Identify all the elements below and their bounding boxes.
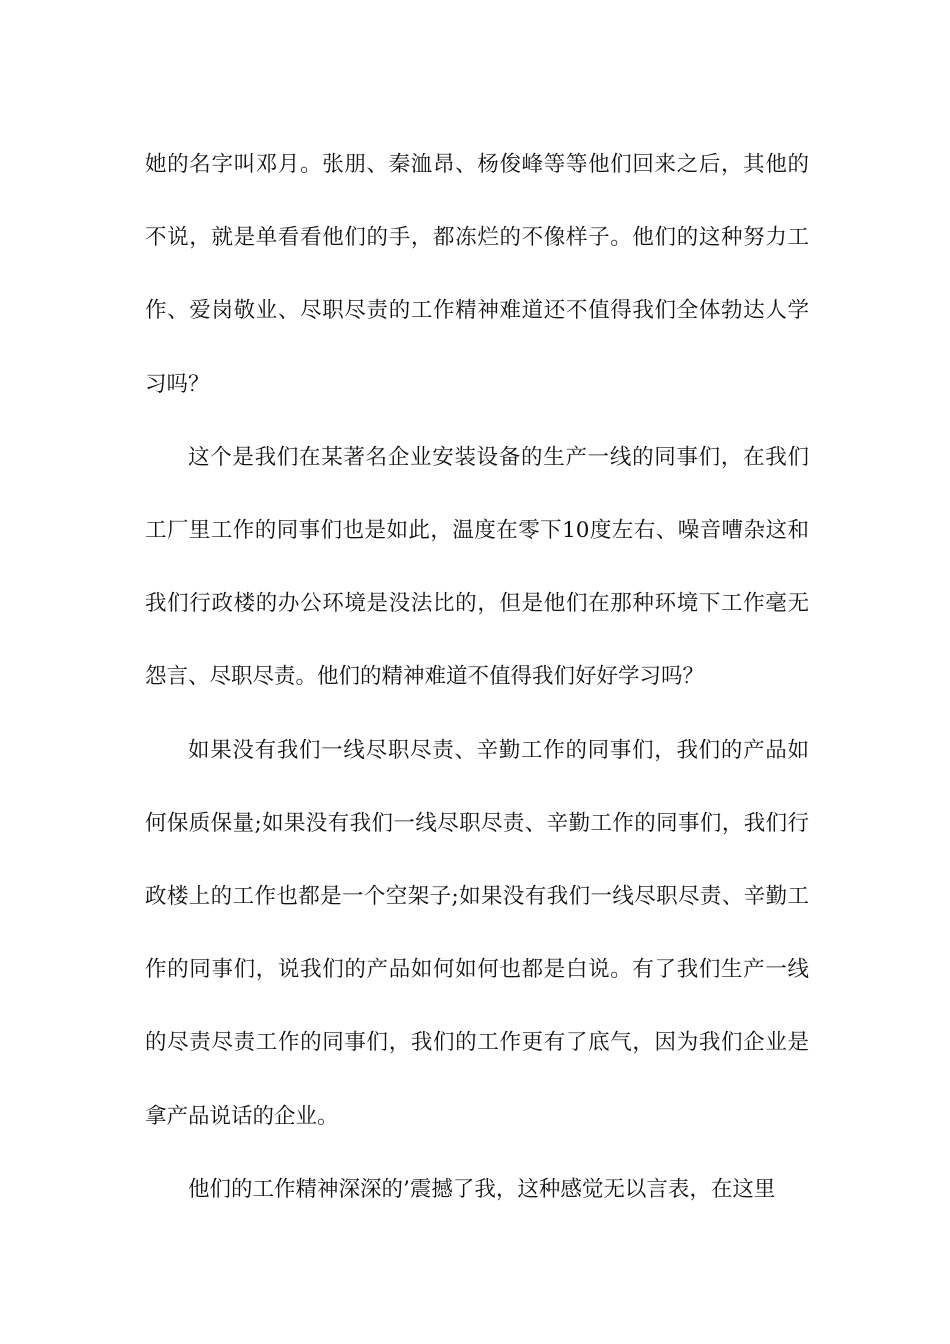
paragraph-frontline-colleagues: 这个是我们在某著名企业安装设备的生产一线的同事们，在我们工厂里工作的同事们也是如此，温度在零下10度左右、噪音嘈杂这和我们行政楼的办公环境是没法比的，但是他们在那种环境下工作毫无怨言、尽职尽责。他们的精神难道不值得我们好好学习吗？: [145, 444, 809, 690]
paragraph-spirit-moved-me: 他们的工作精神深深的’震撼了我，这种感觉无以言表，在这里: [188, 1176, 776, 1202]
paragraph-continuation: 她的名字叫邓月。张朋、秦洫昂、杨俊峰等等他们回来之后，其他的不说，就是单看看他们的手，都冻烂的不像样子。他们的这种努力工作、爱岗敬业、尽职尽责的工作精神难道还不值得我们全体勃达人学习吗？: [145, 152, 809, 397]
document-body: [145, 128, 809, 1226]
paragraph-without-frontline: 如果没有我们一线尽职尽责、辛勤工作的同事们，我们的产品如何保质保量;如果没有我们一线尽职尽责、辛勤工作的同事们，我们行政楼上的工作也都是一个空架子;如果没有我们一线尽职尽责、辛勤工作的同事们，说我们的产品如何如何也都是白说。有了我们生产一线的尽责尽责工作的同事们，我们的工作更有了底气，因为我们企业是拿产品说话的企业。: [145, 737, 809, 1129]
